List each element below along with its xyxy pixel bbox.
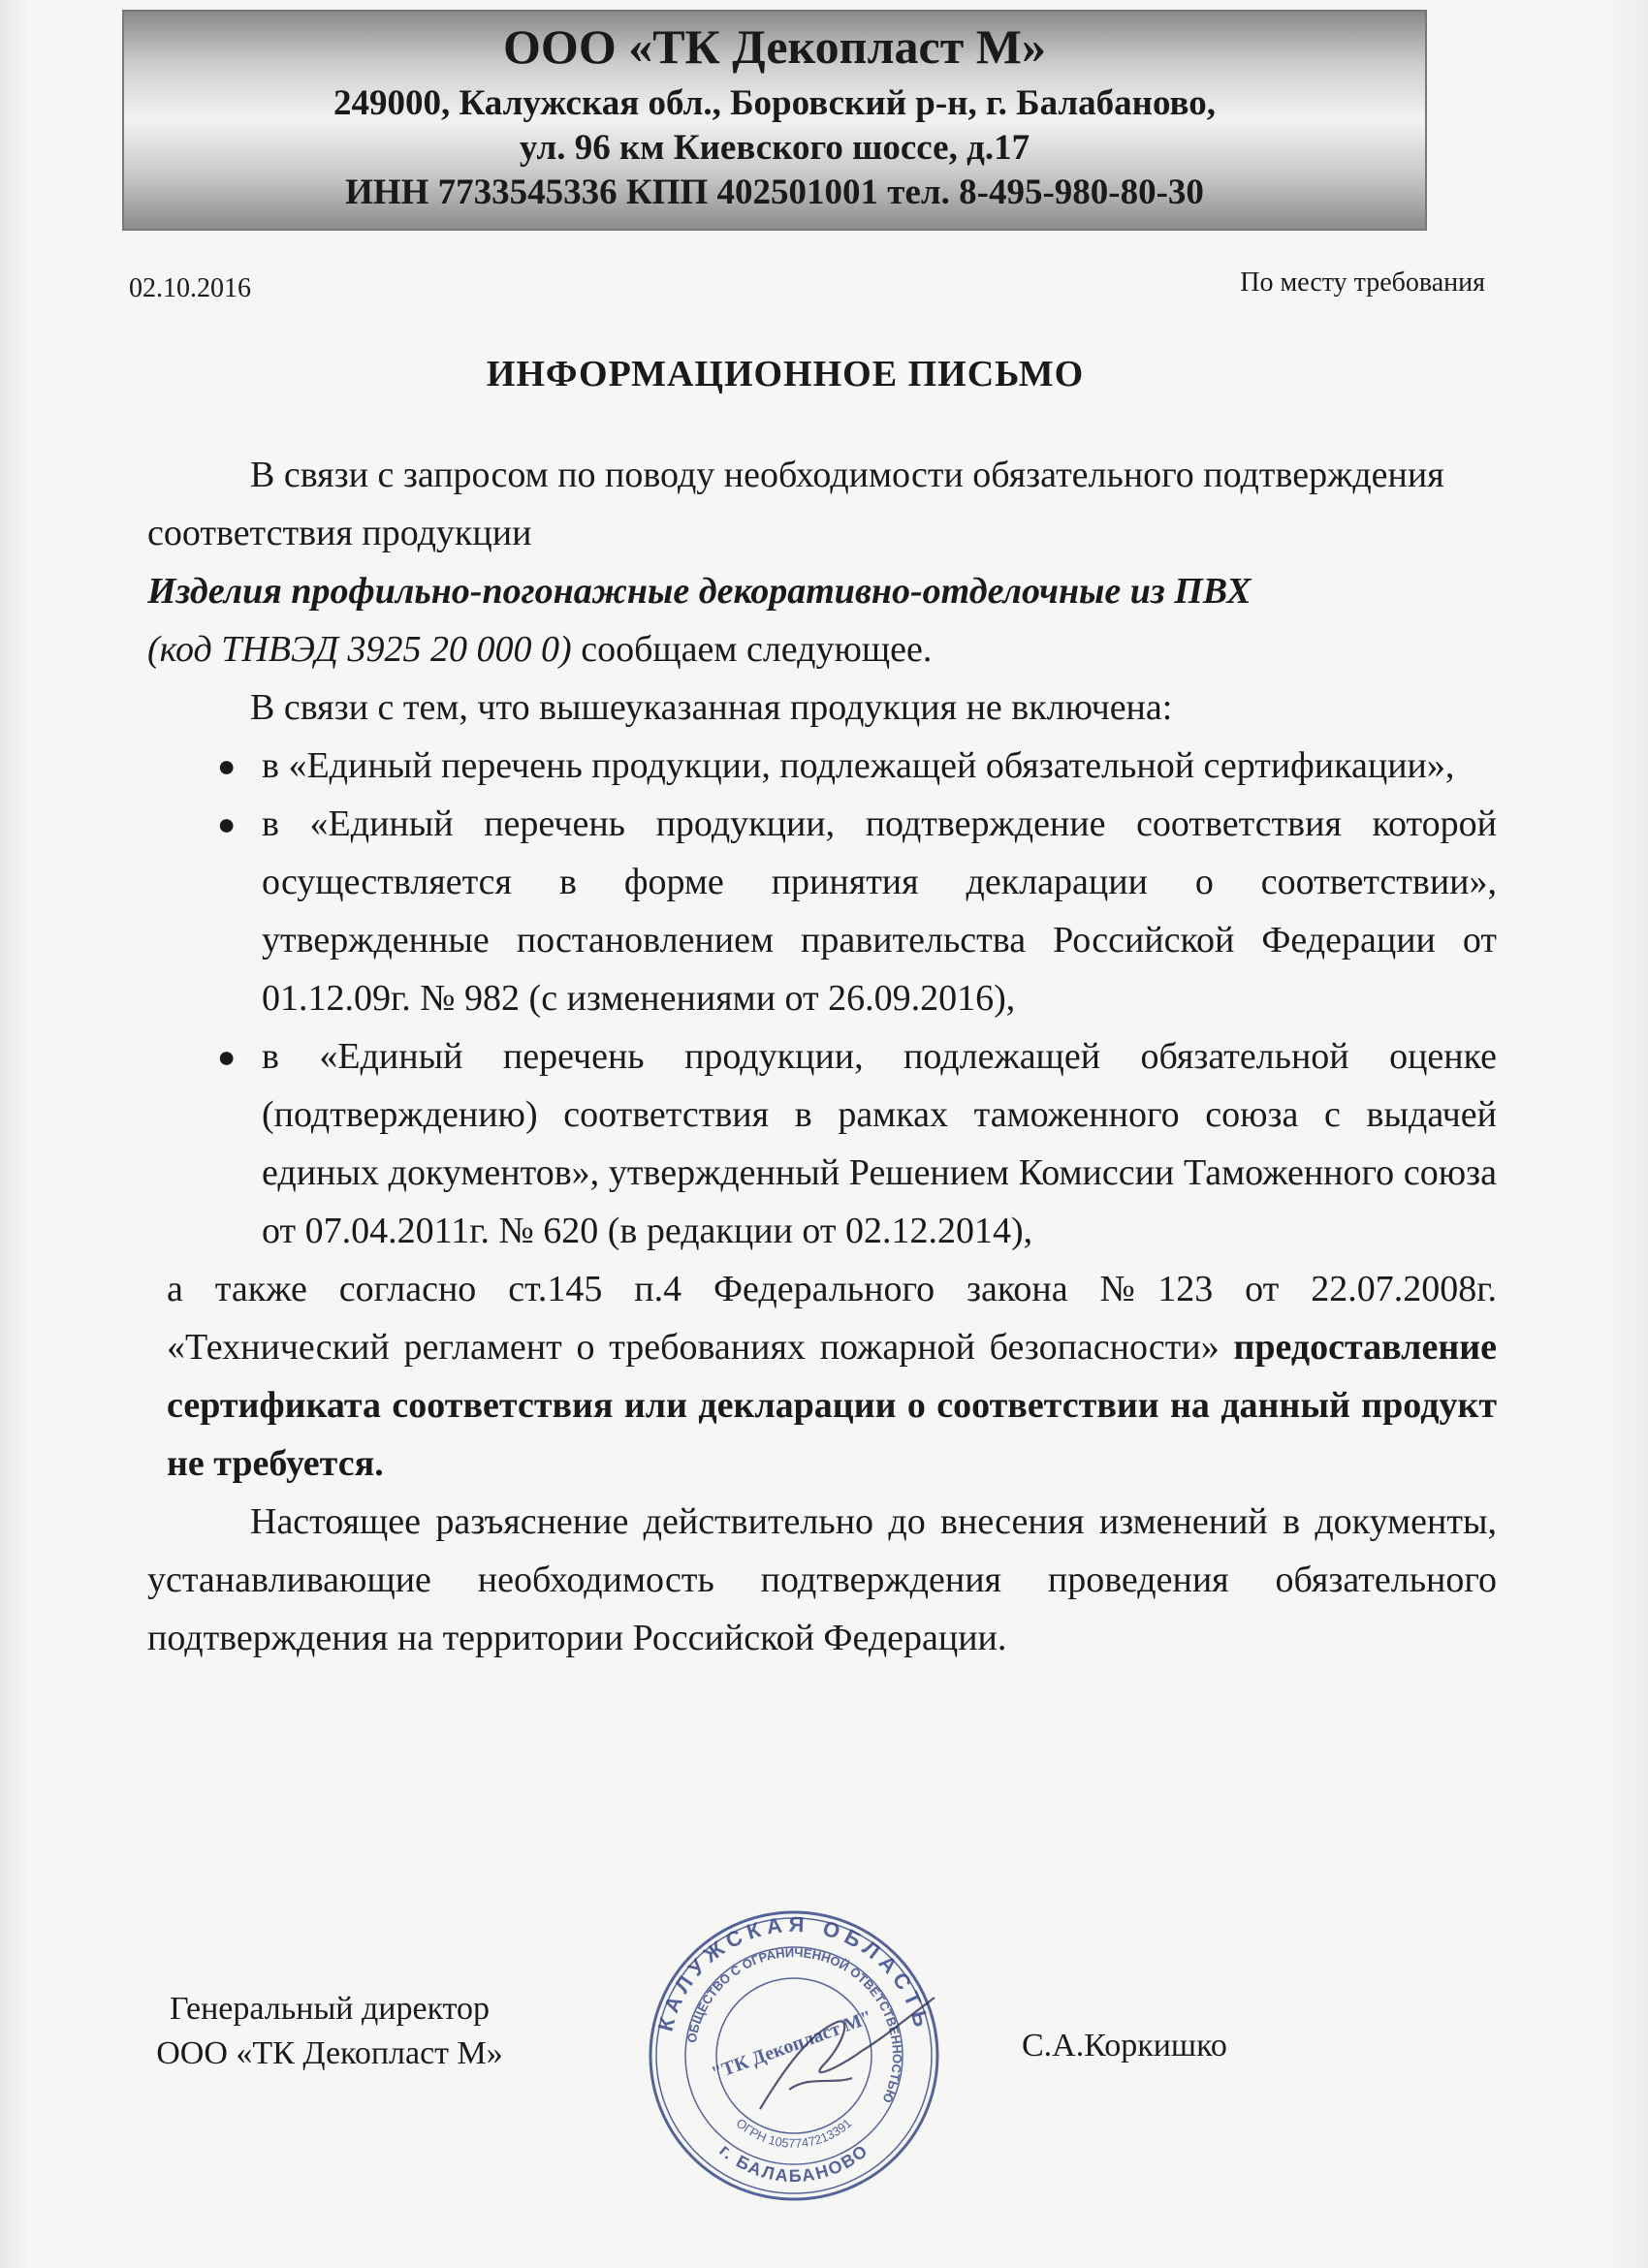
list-item [217,1027,1497,1260]
bullet-icon: ● [217,1039,237,1074]
stamp-inner-text: ОБЩЕСТВО С ОГРАНИЧЕННОЙ ОТВЕТСТВЕННОСТЬЮ [683,1944,905,2105]
stamp-ogrn: ОГРН 1057747213391 [733,2115,855,2151]
signer-name: С.А.Коркишко [1022,2028,1227,2063]
letterhead-requisites: ИНН 7733545336 КПП 402501001 тел. 8-495-980-80-30 [345,173,1204,212]
intro-text-end: сообщаем следующее. [571,629,933,670]
conclusion-text: а также согласно ст.145 п.4 Федерального закона №123 от 22.07.2008г. «Технический регламент о требованиях пожарной безопасности» [167,1269,1497,1368]
letterhead-address-line2: ул. 96 км Киевского шоссе, д.17 [519,128,1030,168]
stamp-city: г. БАЛАБАНОВО [715,2140,872,2187]
signer-company: ООО «ТК Декопласт М» [156,2035,503,2071]
list-item-text: в «Единый перечень продукции, подлежащей обязательной оценке (подтверждению) соответствия в рамках таможенного союза с выдачей единых документов», утвержденный Решением Комиссии Таможенного союза от 07.04.2011г. № 620 (в редакции от 02.12.2014), [262,1036,1497,1251]
letter-title: ИНФОРМАЦИОННОЕ ПИСЬМО [486,354,1085,394]
list-item [217,737,1497,795]
signer-title [126,1987,533,2076]
validity-paragraph: Настоящее разъяснение действительно до внесения изменений в документы, устанавливающие необходимость подтверждения проведения обязательного подтверждения на территории Российской Федерации. [147,1501,1497,1658]
intro-paragraph [147,446,1497,678]
stamp-center-text: "ТК Декопласт М" [709,2006,875,2085]
letter-body [147,446,1497,1667]
product-name: Изделия профильно-погонажные декоративно-отделочные из ПВХ [147,571,1252,612]
letter-destination: По месту требования [1240,268,1485,298]
letterhead-company: ООО «ТК Декопласт М» [503,19,1046,74]
list-item [217,795,1497,1027]
bullet-icon: ● [217,748,237,783]
signer-position: Генеральный директор [169,1991,491,2027]
intro-text: В связи с запросом по поводу необходимости обязательного подтверждения соответствия продукции [147,455,1444,553]
bullet-icon: ● [217,806,237,841]
list-item-text: в «Единый перечень продукции, подлежащей обязательной сертификации», [262,745,1455,786]
product-code: (код ТНВЭД 3925 20 000 0) [147,629,572,670]
conclusion-paragraph [147,1260,1497,1493]
letterhead [122,10,1427,231]
stamp-outer-text: КАЛУЖСКАЯ ОБЛАСТЬ [652,1911,935,2035]
reason-intro: В связи с тем, что вышеуказанная продукция не включена: [250,687,1173,728]
exclusion-list [147,737,1497,1260]
list-item-text: в «Единый перечень продукции, подтверждение соответствия которой осуществляется в форме принятия декларации о соответствии», утвержденные постановлением правительства Российской Федерации от 01.12.09г. № 982 (с изменениями от 26.09.2016), [262,803,1497,1019]
conclusion-bold: предоставление сертификата соответствия или декларации о соответствии на данный продукт не требуется. [167,1327,1497,1484]
letterhead-address-line1: 249000, Калужская обл., Боровский р-н, г. Балабаново, [333,83,1217,123]
company-stamp [644,1906,944,2206]
letter-date: 02.10.2016 [129,273,251,303]
